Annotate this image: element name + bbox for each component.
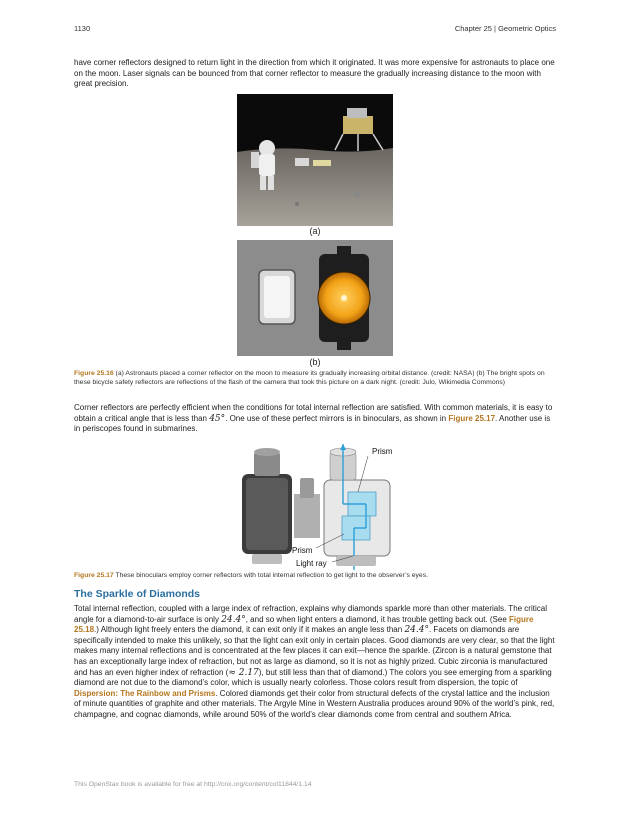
link-dispersion[interactable]: Dispersion: The Rainbow and Prisms [74,688,216,698]
angle-24-4: 24.4° [221,614,246,625]
text-run: Total internal reflection, coupled with a large index of refraction, explains why diamonds sparkle more than other materials. The critical angle for a diamond-to-air surface is only [74,604,547,624]
text-run: Corner reflectors are perfectly efficient when the conditions for total internal reflection are satisfied. With common materials, it is easy to obtain a critical angle that is less than [74,403,553,423]
chapter-title: Chapter 25 | Geometric Optics [454,24,556,33]
paragraph-corner-reflectors [74,403,556,435]
figure-25-17-caption-text: These binoculars employ corner reflectors with total internal reflection to get light to the observer’s eyes. [113,572,428,579]
label-light-ray: Light ray [296,559,327,568]
page-number: 1130 [74,24,91,33]
moon-photo-illustration [237,94,393,226]
page-header [74,24,556,36]
binoculars-figure [232,444,422,570]
text-run: . Facets on diamonds are specifically intended to make this unlikely, so that the light can exit only in certain places. Good diamonds are very clear, so that the light makes many internal reflections and is concentrated at the few places it can exit—hence the sparkle. (Zircon is a natural gemstone that has an exceptionally large index of refraction, but not as large as diamond, so it is not as highly prized. Cubic zirconia is manufactured and has an even higher index of refraction ( [74,625,555,677]
figure-25-16-caption-text: (a) Astronauts placed a corner reflector on the moon to measure its gradually increasing orbital distance. (credit: NASA) (b) The bright spots on these bicycle safety reflectors are reflections of the flash of the camera that took this picture on a dark night. (credit: Julo, Wikimedia Commons) [74,370,545,386]
figure-label-b: (b) [309,357,321,367]
approx-index: ≈ 2.17 [228,667,259,678]
figure-25-16-caption [74,370,556,387]
figure-25-17-number: Figure 25.17 [74,572,114,579]
text-run: , and so when light enters a diamond, it has trouble getting back out. (See [245,614,510,624]
reflectors-illustration [237,240,393,356]
text-run: .) Although light freely enters the diamond, it can exit only if it makes an angle less than [94,625,405,635]
figure-label-a: (a) [309,226,321,236]
paragraph-intro: have corner reflectors designed to return light in the direction from which it originated. It was more expensive for astronauts to place one on the moon. Laser signals can be bounced from that corner reflector to measure the gradually increasing distance to the moon with great precision. [74,58,555,89]
angle-45: 45° [209,413,226,424]
figure-25-17-caption [74,572,556,581]
moon-reflector-photo [237,94,393,226]
label-prism-bottom: Prism [292,546,313,555]
page-footer: This OpenStax book is available for free at http://cnx.org/content/col11844/1.14 [74,781,312,788]
link-figure-25-17[interactable]: Figure 25.17 [448,413,496,423]
text-run: . Colored diamonds get their color from structural defects of the crystal lattice and the inclusion of minute quantities of graphite and other materials. The Argyle Mine in Western Australia produces around 90% of the world’s pink, red, champagne, and cognac diamonds, while around 50% of the world’s clear diamonds come from central and southern Africa. [74,688,555,719]
text-run: ), but still less than that of diamond.) The colors you see emerging from a sparkling diamond are not due to the diamond’s color, which is usually nearly colorless. Those colors result from dispersion, the topic of [74,667,552,688]
bicycle-reflectors-photo [237,240,393,356]
angle-24-4-second: 24.4° [404,625,429,636]
figure-25-16-number: Figure 25.16 [74,370,114,377]
text-run: . Another use is in periscopes found in submarines. [74,413,551,434]
section-heading: The Sparkle of Diamonds [74,588,201,600]
label-prism-top: Prism [372,447,393,456]
text-run: . One use of these perfect mirrors is in binoculars, as shown in [225,413,449,423]
binoculars-illustration [232,444,422,570]
link-figure-25-18[interactable]: Figure 25.18 [74,614,534,635]
paragraph-diamonds [74,604,556,721]
